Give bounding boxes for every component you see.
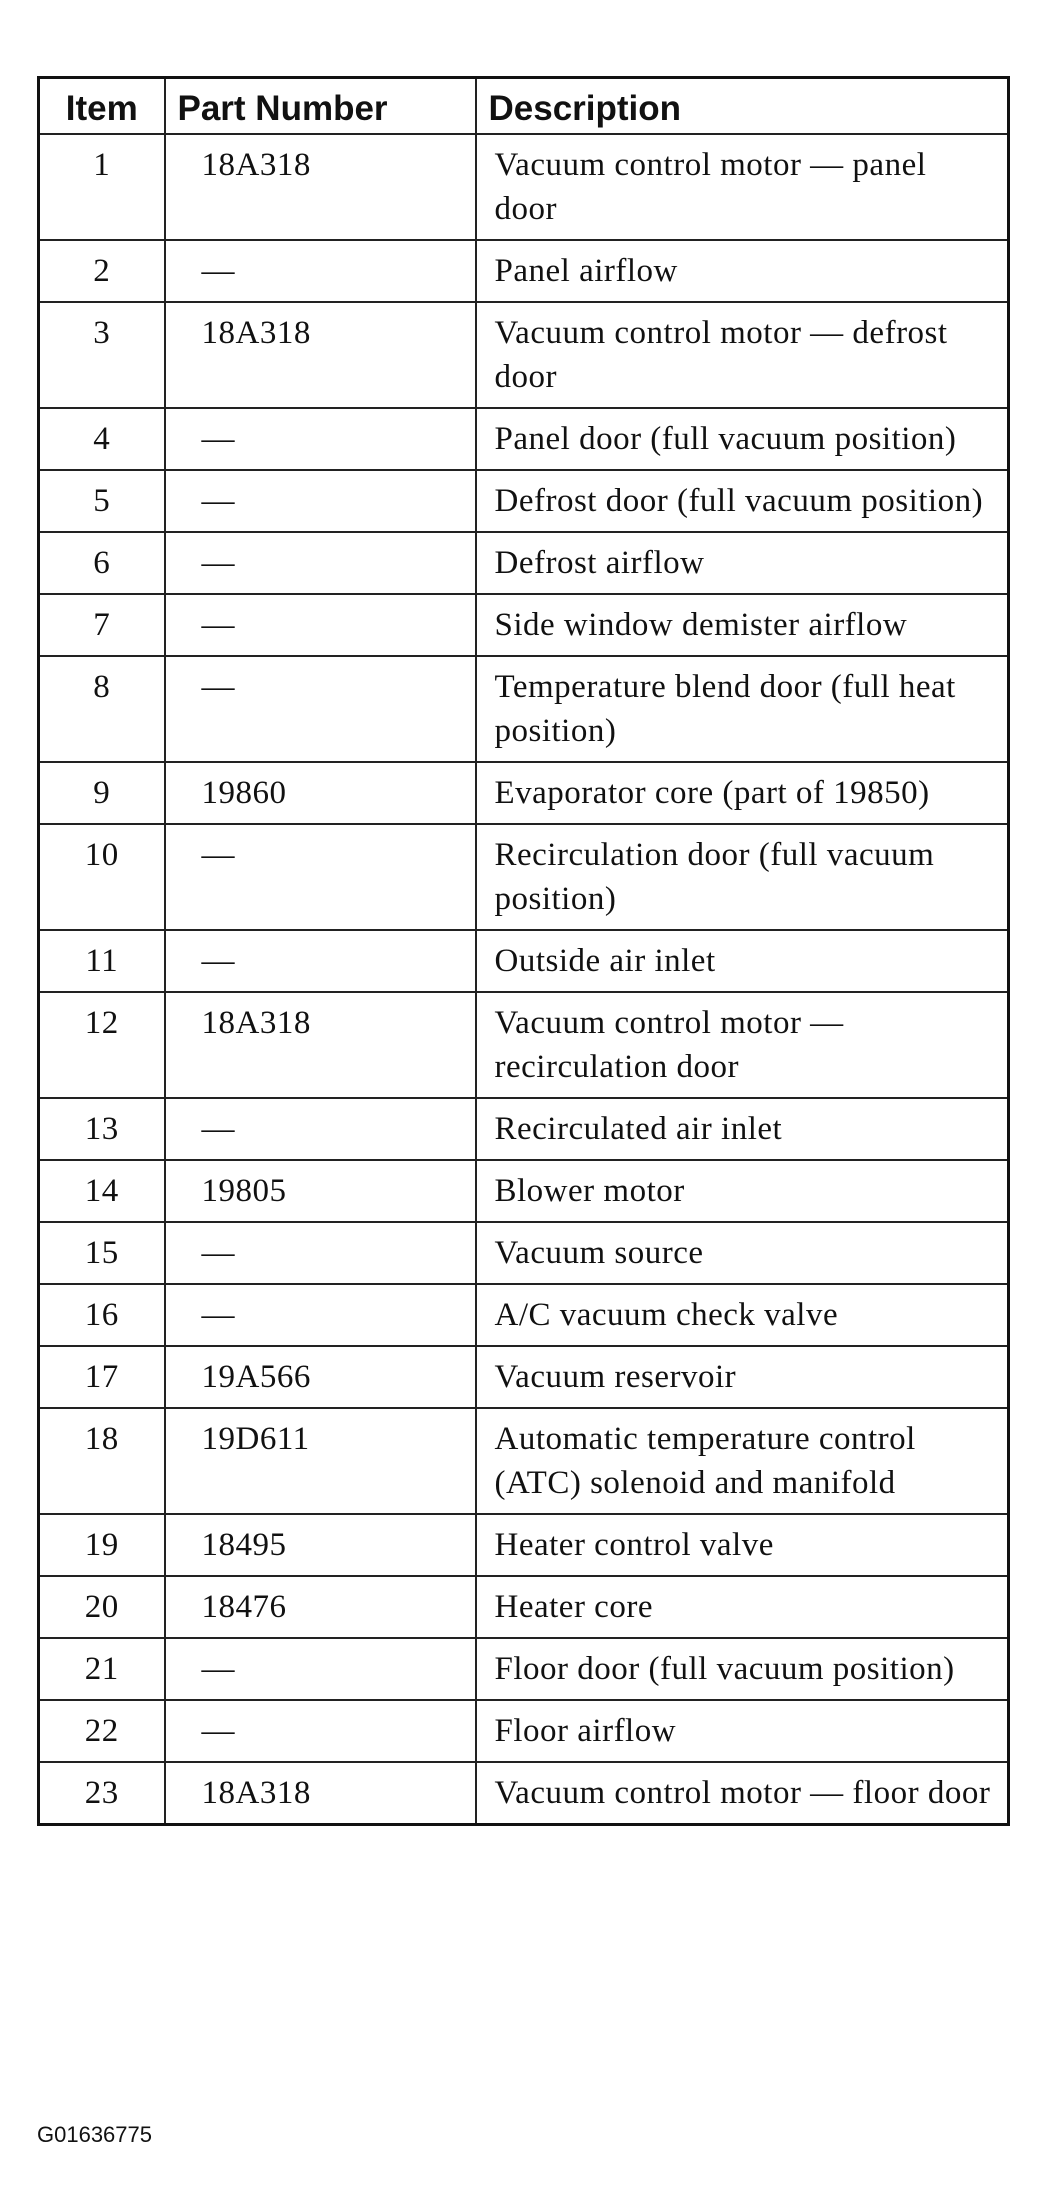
part-number: — <box>165 408 476 470</box>
item-number: 2 <box>39 240 165 302</box>
part-number: — <box>165 824 476 930</box>
part-number: — <box>165 1098 476 1160</box>
part-number: — <box>165 1638 476 1700</box>
table-body <box>39 134 1009 1825</box>
description: Defrost airflow <box>476 532 1009 594</box>
item-number: 21 <box>39 1638 165 1700</box>
table-row <box>39 1514 1009 1576</box>
part-number: 18A318 <box>165 992 476 1098</box>
part-number: — <box>165 240 476 302</box>
description: Vacuum control motor — defrost door <box>476 302 1009 408</box>
table-row <box>39 1762 1009 1825</box>
description: Vacuum control motor — floor door <box>476 1762 1009 1825</box>
table-row <box>39 1160 1009 1222</box>
figure-id: G01636775 <box>37 2122 152 2147</box>
table-row <box>39 824 1009 930</box>
part-number: 18A318 <box>165 1762 476 1825</box>
table-row <box>39 656 1009 762</box>
description: Vacuum control motor — recirculation door <box>476 992 1009 1098</box>
part-number: 18A318 <box>165 302 476 408</box>
description: Temperature blend door (full heat position) <box>476 656 1009 762</box>
item-number: 14 <box>39 1160 165 1222</box>
part-number: — <box>165 1284 476 1346</box>
part-number: 19A566 <box>165 1346 476 1408</box>
description: Side window demister airflow <box>476 594 1009 656</box>
header-description: Description <box>476 78 1009 134</box>
table-row <box>39 1284 1009 1346</box>
part-number: — <box>165 470 476 532</box>
table-row <box>39 134 1009 240</box>
table-header-row <box>39 78 1009 134</box>
header-part-number: Part Number <box>165 78 476 134</box>
table-row <box>39 1700 1009 1762</box>
table-row <box>39 992 1009 1098</box>
description: A/C vacuum check valve <box>476 1284 1009 1346</box>
item-number: 13 <box>39 1098 165 1160</box>
item-number: 23 <box>39 1762 165 1825</box>
description: Vacuum reservoir <box>476 1346 1009 1408</box>
description: Vacuum source <box>476 1222 1009 1284</box>
item-number: 22 <box>39 1700 165 1762</box>
description: Recirculation door (full vacuum position) <box>476 824 1009 930</box>
part-number: — <box>165 656 476 762</box>
description: Blower motor <box>476 1160 1009 1222</box>
description: Panel airflow <box>476 240 1009 302</box>
description: Defrost door (full vacuum position) <box>476 470 1009 532</box>
description: Heater control valve <box>476 1514 1009 1576</box>
part-number: — <box>165 594 476 656</box>
item-number: 12 <box>39 992 165 1098</box>
item-number: 7 <box>39 594 165 656</box>
table-row <box>39 1408 1009 1514</box>
description: Recirculated air inlet <box>476 1098 1009 1160</box>
parts-table <box>37 76 1010 1826</box>
item-number: 18 <box>39 1408 165 1514</box>
table-row <box>39 408 1009 470</box>
item-number: 8 <box>39 656 165 762</box>
item-number: 16 <box>39 1284 165 1346</box>
description: Panel door (full vacuum position) <box>476 408 1009 470</box>
item-number: 19 <box>39 1514 165 1576</box>
description: Evaporator core (part of 19850) <box>476 762 1009 824</box>
table-row <box>39 594 1009 656</box>
table-row <box>39 302 1009 408</box>
part-number: 18A318 <box>165 134 476 240</box>
part-number: — <box>165 1700 476 1762</box>
item-number: 4 <box>39 408 165 470</box>
table-row <box>39 532 1009 594</box>
part-number: 18495 <box>165 1514 476 1576</box>
item-number: 9 <box>39 762 165 824</box>
item-number: 6 <box>39 532 165 594</box>
table-row <box>39 470 1009 532</box>
table-row <box>39 930 1009 992</box>
table-row <box>39 1222 1009 1284</box>
part-number: 19805 <box>165 1160 476 1222</box>
table-row <box>39 1098 1009 1160</box>
item-number: 1 <box>39 134 165 240</box>
table-row <box>39 1638 1009 1700</box>
item-number: 3 <box>39 302 165 408</box>
description: Vacuum control motor — panel door <box>476 134 1009 240</box>
table-row <box>39 1576 1009 1638</box>
part-number: 19D611 <box>165 1408 476 1514</box>
part-number: — <box>165 1222 476 1284</box>
item-number: 5 <box>39 470 165 532</box>
part-number: — <box>165 532 476 594</box>
item-number: 17 <box>39 1346 165 1408</box>
description: Floor airflow <box>476 1700 1009 1762</box>
description: Automatic temperature control (ATC) solenoid and manifold <box>476 1408 1009 1514</box>
description: Outside air inlet <box>476 930 1009 992</box>
item-number: 10 <box>39 824 165 930</box>
table-row <box>39 1346 1009 1408</box>
item-number: 15 <box>39 1222 165 1284</box>
description: Floor door (full vacuum position) <box>476 1638 1009 1700</box>
part-number: — <box>165 930 476 992</box>
item-number: 11 <box>39 930 165 992</box>
table-row <box>39 762 1009 824</box>
part-number: 18476 <box>165 1576 476 1638</box>
description: Heater core <box>476 1576 1009 1638</box>
table-row <box>39 240 1009 302</box>
item-number: 20 <box>39 1576 165 1638</box>
header-item: Item <box>39 78 165 134</box>
part-number: 19860 <box>165 762 476 824</box>
